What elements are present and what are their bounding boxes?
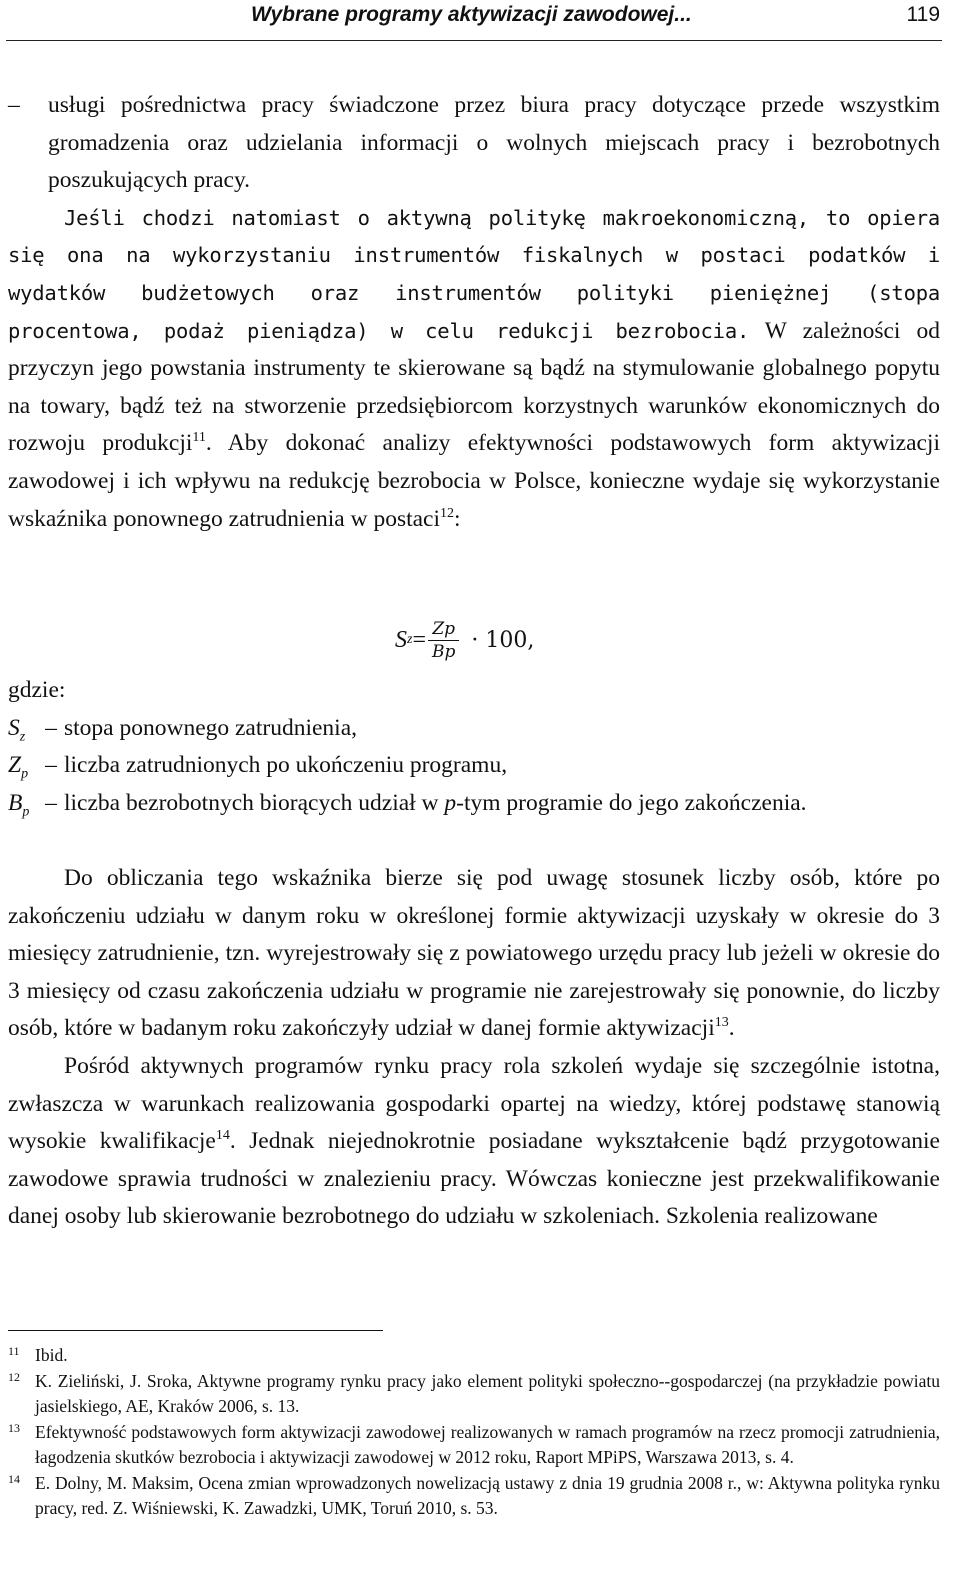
dash-list-item — [8, 87, 940, 200]
footnote-text: K. Zieliński, J. Sroka, Aktywne programy rynku pracy jako element polityki społeczno--gospodarczej (na przykładzie powiatu jasielskiego, AE, Kraków 2006, s. 13. — [35, 1371, 940, 1416]
footnote-separator — [8, 1330, 383, 1331]
footnote — [8, 1420, 940, 1470]
legend-symbol: Z — [8, 752, 22, 779]
running-title: Wybrane programy aktywizacji zawodowej... — [251, 3, 692, 26]
paragraph-2-part1: Do obliczania tego wskaźnika bierze się pod uwagę stosunek liczby osób, które po zakończeniu udziału w danym roku w określonej formie aktywizacji uzyskały w okresie do 3 miesięcy zatrudnienie, tzn. wyrejestrowały się z powiatowego urzędu pracy lub jeżeli w okresie do 3 miesięcy od czasu zakończenia udziału w programie nie zarejestrowały się ponownie, do liczby osób, które w badanym roku zakończyły udział w danej formie aktywizacji — [8, 865, 940, 1042]
paragraph-1 — [8, 200, 940, 538]
legend-dash: – — [45, 752, 57, 779]
legend-symbol: S — [8, 714, 20, 741]
formula-fraction — [428, 618, 459, 663]
footnote-ref-14: 14 — [215, 1128, 230, 1144]
formula-multiplier: · 100, — [471, 627, 535, 653]
footnote-number: 14 — [8, 1472, 20, 1486]
formula-lhs: S — [395, 626, 407, 653]
footnote — [8, 1369, 940, 1419]
footnote-ref-12: 12 — [440, 505, 455, 521]
formula-numerator: Zp — [428, 618, 459, 641]
legend-item — [8, 710, 940, 748]
footnote-ref-13: 13 — [714, 1015, 729, 1031]
running-header — [6, 0, 942, 41]
legend-desc — [64, 785, 940, 823]
dash-bullet: – — [8, 92, 20, 118]
paragraph-3-part2: . Jednak niejednokrotnie posiadane wykształcenie bądź przygotowanie zawodowe sprawia trudności w znalezieniu pracy. Wówczas konieczne jest przekwalifikowanie danej osoby lub skierowanie bezrobotnego do udziału w szkoleniach. Szkolenia realizowane — [8, 1128, 940, 1230]
footnote-text: Efektywność podstawowych form aktywizacji zawodowej realizowanych w ramach programów na rzecz promocji zatrudnienia, łagodzenia skutków bezrobocia i aktywizacji zawodowej w 2012 roku, Raport MPiPS, Warszawa 2013, s. 4. — [35, 1422, 940, 1467]
footnote-ref-11: 11 — [192, 430, 206, 446]
paragraph-1-part4: : — [454, 505, 461, 532]
formula-legend — [8, 672, 940, 822]
legend-symbol-sub: p — [22, 804, 30, 820]
legend-intro: gdzie: — [8, 677, 66, 703]
footnote-number: 13 — [8, 1421, 20, 1435]
paragraph-1-part1: Jeśli chodzi natomiast o aktywną politykę makroekonomiczną, to opiera się ona na wykorzystaniu instrumentów fiskalnych w postaci podatków i wydatków budżetowych oraz instrumentów polityki pieniężnej (stopa procentowa, podaż pieniądza) w celu redukcji bezrobocia. — [8, 205, 940, 343]
main-text-bottom — [8, 860, 940, 1236]
footnote — [8, 1471, 940, 1521]
main-text-top — [8, 87, 940, 538]
paragraph-2-part2: . — [728, 1015, 735, 1042]
footnote-number: 12 — [8, 1370, 20, 1384]
footnote-text: Ibid. — [35, 1345, 68, 1365]
legend-desc-part: -tym programie do jego zakończenia. — [456, 789, 807, 816]
paragraph-1-part2: W zależności od przyczyn jego powstania instrumenty te skierowane są bądź na stymulowanie globalnego popytu na towary, bądź też na stworzenie przedsiębiorcom korzystnych warunków ekonomicznych do rozwoju produkcji — [8, 317, 940, 457]
dash-item-text: usługi pośrednictwa pracy świadczone przez biura pracy dotyczące przede wszystkim gromadzenia oraz udzielania informacji o wolnych miejscach pracy i bezrobotnych poszukujących pracy. — [48, 92, 940, 194]
formula-equals: = — [412, 626, 426, 653]
paragraph-2 — [8, 860, 940, 1048]
footnotes — [8, 1343, 940, 1522]
footnote — [8, 1343, 940, 1368]
legend-symbol-sub: p — [21, 766, 29, 782]
paragraph-3-part1: Pośród aktywnych programów rynku pracy rola szkoleń wydaje się szczególnie istotna, zwłaszcza w warunkach realizowania gospodarki opartej na wiedzy, której podstawę stanowią wysokie kwalifikacje — [8, 1052, 940, 1155]
paragraph-3 — [8, 1048, 940, 1236]
reemployment-formula: S z = $\frac{Zp}{Bp}$ · 100, — [395, 618, 535, 662]
legend-desc: stopa ponownego zatrudnienia, — [64, 714, 358, 741]
legend-desc-part: liczba bezrobotnych biorących udział w — [64, 789, 445, 816]
formula-denominator: Bp — [432, 641, 456, 662]
paragraph-1-part3: . Aby dokonać analizy efektywności podstawowych form aktywizacji zawodowej i ich wpływu na redukcję bezrobocia w Polsce, konieczne wydaje się wykorzystanie wskaźnika ponownego zatrudnienia w postaci — [8, 430, 940, 532]
legend-dash: – — [45, 714, 57, 741]
legend-dash: – — [45, 789, 57, 816]
page-number: 119 — [906, 3, 940, 26]
legend-item — [8, 747, 940, 785]
legend-desc-italic: p — [444, 789, 457, 816]
legend-symbol-sub: z — [19, 729, 26, 745]
legend-item — [8, 785, 940, 823]
legend-desc: liczba zatrudnionych po ukończeniu programu, — [64, 752, 508, 779]
footnote-number: 11 — [8, 1344, 20, 1358]
footnote-text: E. Dolny, M. Maksim, Ocena zmian wprowadzonych nowelizacją ustawy z dnia 19 grudnia 2008 r., w: Aktywna polityka rynku pracy, red. Z. Wiśniewski, K. Zawadzki, UMK, Toruń 2010, s. 53. — [35, 1473, 940, 1518]
legend-symbol: B — [8, 789, 23, 816]
